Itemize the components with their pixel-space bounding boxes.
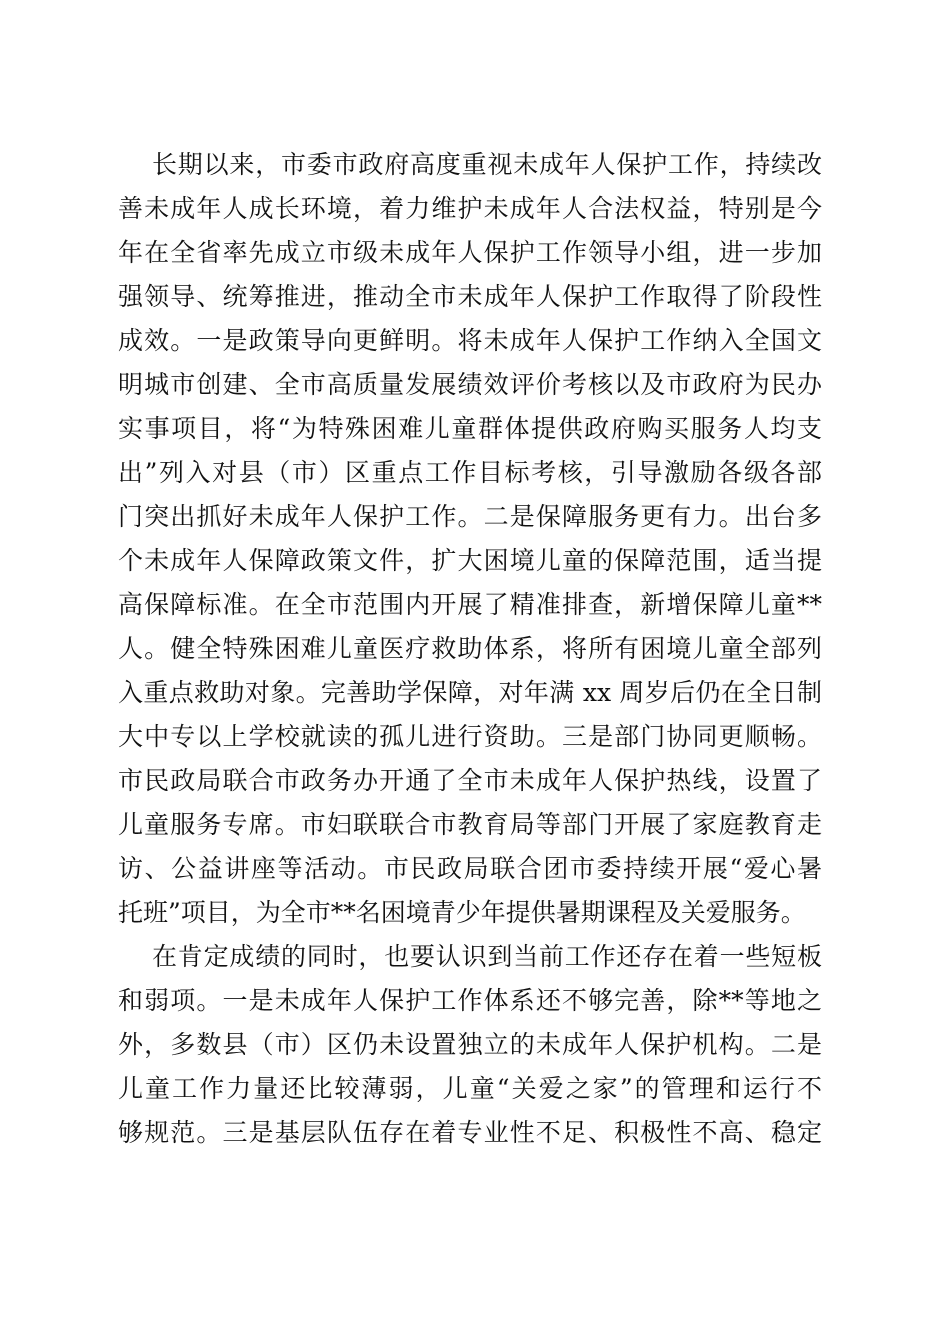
text-line: 儿童工作力量还比较薄弱，儿童“关爱之家”的管理和运行不	[118, 1074, 822, 1103]
text-line: 入重点救助对象。完善助学保障，对年满 xx 周岁后仍在全日制	[118, 678, 822, 707]
text-line: 儿童服务专席。市妇联联合市教育局等部门开展了家庭教育走	[118, 810, 822, 839]
paragraph-achievements	[118, 143, 822, 935]
text-line: 实事项目，将“为特殊困难儿童群体提供政府购买服务人均支	[118, 414, 822, 443]
text-line: 外，多数县（市）区仍未设置独立的未成年人保护机构。二是	[118, 1030, 822, 1059]
paragraph-shortcomings	[118, 935, 822, 1155]
text-line: 和弱项。一是未成年人保护工作体系还不够完善，除**等地之	[118, 986, 822, 1015]
document-body	[118, 143, 822, 1155]
text-line: 在肯定成绩的同时，也要认识到当前工作还存在着一些短板	[152, 942, 822, 971]
text-line: 市民政局联合市政务办开通了全市未成年人保护热线，设置了	[118, 766, 822, 795]
text-line: 年在全省率先成立市级未成年人保护工作领导小组，进一步加	[118, 238, 822, 267]
text-line: 明城市创建、全市高质量发展绩效评价考核以及市政府为民办	[118, 370, 822, 399]
text-line: 够规范。三是基层队伍存在着专业性不足、积极性不高、稳定	[118, 1118, 822, 1147]
text-line: 长期以来，市委市政府高度重视未成年人保护工作，持续改	[152, 150, 822, 179]
text-line: 高保障标准。在全市范围内开展了精准排查，新增保障儿童**	[118, 590, 822, 619]
text-line: 强领导、统筹推进，推动全市未成年人保护工作取得了阶段性	[118, 282, 822, 311]
text-line: 出”列入对县（市）区重点工作目标考核，引导激励各级各部	[118, 458, 822, 487]
text-line: 大中专以上学校就读的孤儿进行资助。三是部门协同更顺畅。	[118, 722, 822, 751]
text-line: 人。健全特殊困难儿童医疗救助体系，将所有困境儿童全部列	[118, 634, 822, 663]
text-line: 成效。一是政策导向更鲜明。将未成年人保护工作纳入全国文	[118, 326, 822, 355]
text-line: 托班”项目，为全市**名困境青少年提供暑期课程及关爱服务。	[118, 898, 806, 927]
text-line: 个未成年人保障政策文件，扩大困境儿童的保障范围，适当提	[118, 546, 822, 575]
text-line: 善未成年人成长环境，着力维护未成年人合法权益，特别是今	[118, 194, 822, 223]
text-line: 访、公益讲座等活动。市民政局联合团市委持续开展“爱心暑	[118, 854, 822, 883]
text-line: 门突出抓好未成年人保护工作。二是保障服务更有力。出台多	[118, 502, 822, 531]
